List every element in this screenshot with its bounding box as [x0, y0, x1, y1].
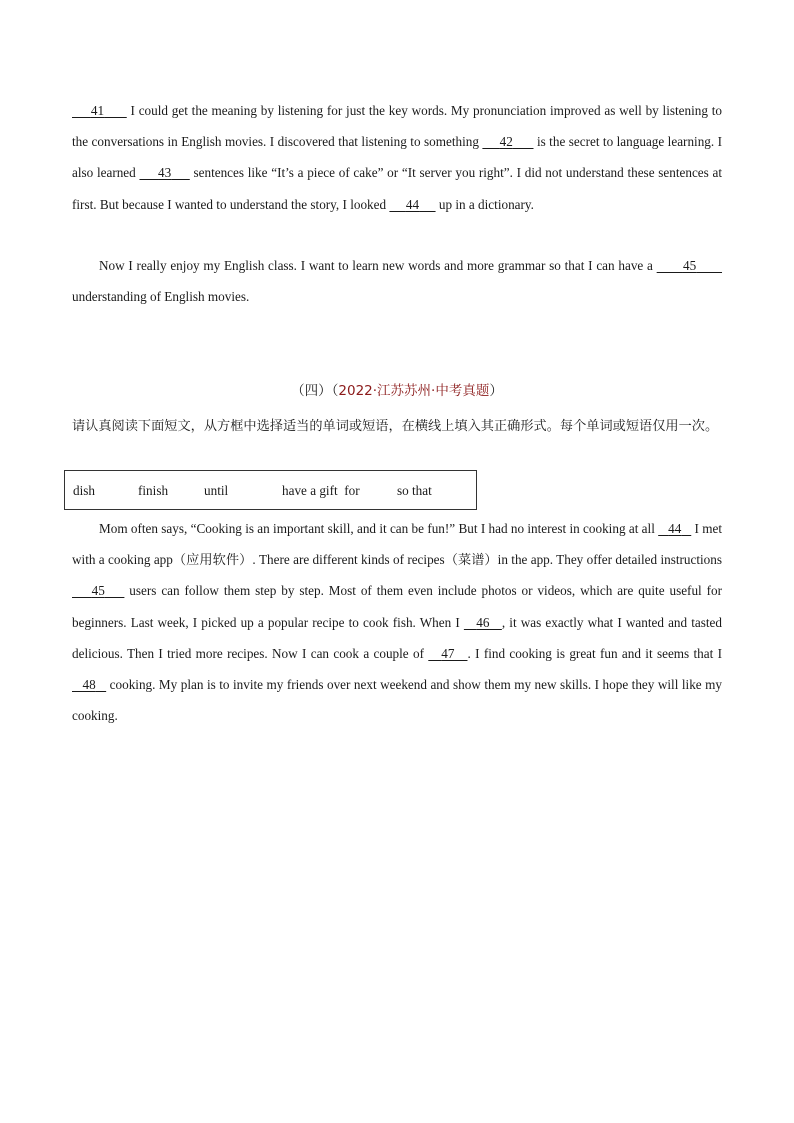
passage-paragraph-1: 41 I could get the meaning by listening for just the key words. My pronunciation improved as well by listening to the conversations in English movies. I discovered that listening to something 42 is the secret to language learning. I also learned 43 sentences like “It’s a piece of cake” or “It server you right”. I did not understand these sentences at first. But because I wanted to understand the story, I looked 44 up in a dictionary. — [72, 103, 723, 212]
source-label: 2022·江苏苏州·中考真题 — [338, 383, 490, 399]
word-bank-item: so that — [397, 483, 432, 498]
word-bank-item: until — [204, 483, 229, 498]
blank-43[interactable]: 43 — [158, 165, 172, 181]
word-bank-box — [64, 470, 477, 510]
cooking-passage: Mom often says, “Cooking is an important skill, and it can be fun!” But I had no interest in cooking at all 44 I met with a cooking app（应用软件）. There are different kinds of recipes（菜谱）in the app. They offer detailed instructions 45 users can follow them step by step. Most of them even include photos or videos, which are quite useful for beginners. Last week, I picked up a popular recipe to cook fish. When I 46 , it was exactly what I wanted and tasted delicious. Then I tried more recipes. Now I can cook a couple of 47 . I find cooking is great fun and it seems that I 48 cooking. My plan is to invite my friends over next weekend and show them my new skills. I hope they will like my cooking. — [72, 521, 723, 724]
section-title: （四）（2022·江苏苏州·中考真题） — [291, 383, 503, 399]
word-bank-item: finish — [138, 483, 169, 498]
word-bank-item: have a gift for — [282, 483, 360, 498]
blank-42[interactable]: 42 — [499, 134, 513, 150]
passage-paragraph-2: Now I really enjoy my English class. I want to learn new words and more grammar so that I can have a 45 understanding of English movies. — [72, 250, 722, 312]
blank-41[interactable]: 41 — [90, 103, 105, 118]
instruction-text: 请认真阅读下面短文，从方框中选择适当的单词或短语，在横线上填入其正确形式。每个单词或短语仅用一次。 — [72, 419, 719, 434]
word-bank-item: dish — [73, 483, 95, 498]
blank-s4-46[interactable]: 46 — [476, 614, 490, 630]
blank-45[interactable]: 45 — [682, 258, 697, 273]
blank-s4-47[interactable]: 47 — [441, 645, 455, 661]
blank-s4-48[interactable]: 48 — [82, 677, 96, 693]
blank-44[interactable]: 44 — [405, 196, 420, 212]
blank-s4-44[interactable]: 44 — [668, 521, 682, 536]
blank-s4-45[interactable]: 45 — [91, 583, 105, 599]
